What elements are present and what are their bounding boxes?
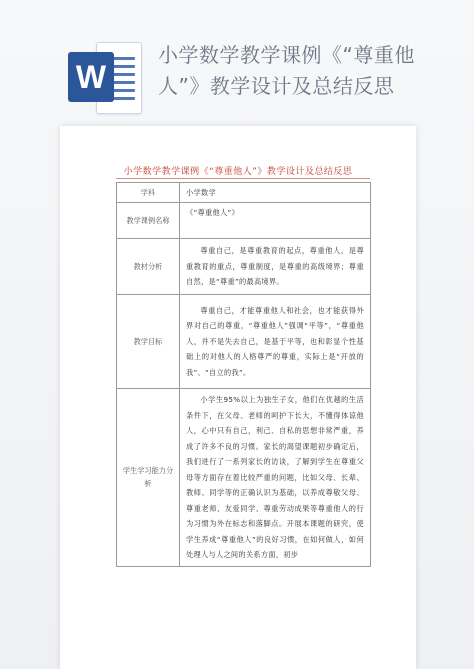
row-content: 尊重自己，是尊重教育的起点，尊重他人，是尊重教育的重点，尊重制度，是尊重的高级境界；尊重自然，是“尊重”的最高境界。 [180,239,371,295]
title-divider [116,178,370,179]
word-icon [68,38,144,116]
row-content: 小学数学 [180,183,371,203]
row-label: 学科 [117,183,180,203]
row-label: 教材分析 [117,239,180,295]
row-label: 教学课例名称 [117,203,180,239]
document-sheet [60,126,416,669]
word-badge: W [68,52,114,102]
row-content: 《“尊重他人”》 [180,203,371,239]
document-title: 小学数学教学课例《“尊重他人”》教学设计及总结反思 [123,167,353,177]
title-line-2: 人”》教学设计及总结反思 [158,74,395,98]
table-row [117,183,371,203]
table-row [117,295,371,389]
table-row [117,203,371,239]
page-title [158,40,448,102]
row-content: 小学生95%以上为独生子女，他们在优越的生活条件下，在父母、老师的呵护下长大，不懂得体谅他人，心中只有自己，利己、自私的思想非常严重，养成了许多不良的习惯。家长的渴望课题初步确定后，我们进行了一系列家长的访谈，了解到学生在尊重父母等方面存在着比较严重的问题，比如父母、长辈、教师、同学等的正确认识为基础，以养成尊敬父母、尊重老师、友爱同学、尊重劳动成果等尊重他人的行为习惯为外在标志和落脚点。开展本课题的研究，使学生养成“尊重他人”的良好习惯，在如何做人，如何处理人与人之间的关系方面，初步 [180,389,371,567]
row-label: 教学目标 [117,295,180,389]
row-label: 学生学习能力分析 [117,389,180,567]
row-content: 尊重自己，才能尊重他人和社会，也才能获得外界对自己的尊重，“尊重他人”强调“平等”，“尊重他人，并不是失去自己，是基于平等，也和彰显个性基础上的对他人的人格尊严的尊重，实际上是“开放的我”、“自立的我”。 [180,295,371,389]
lesson-table [116,182,371,567]
table-row [117,239,371,295]
table-row [117,389,371,567]
title-line-1: 小学数学教学课例《“尊重他 [158,43,415,67]
